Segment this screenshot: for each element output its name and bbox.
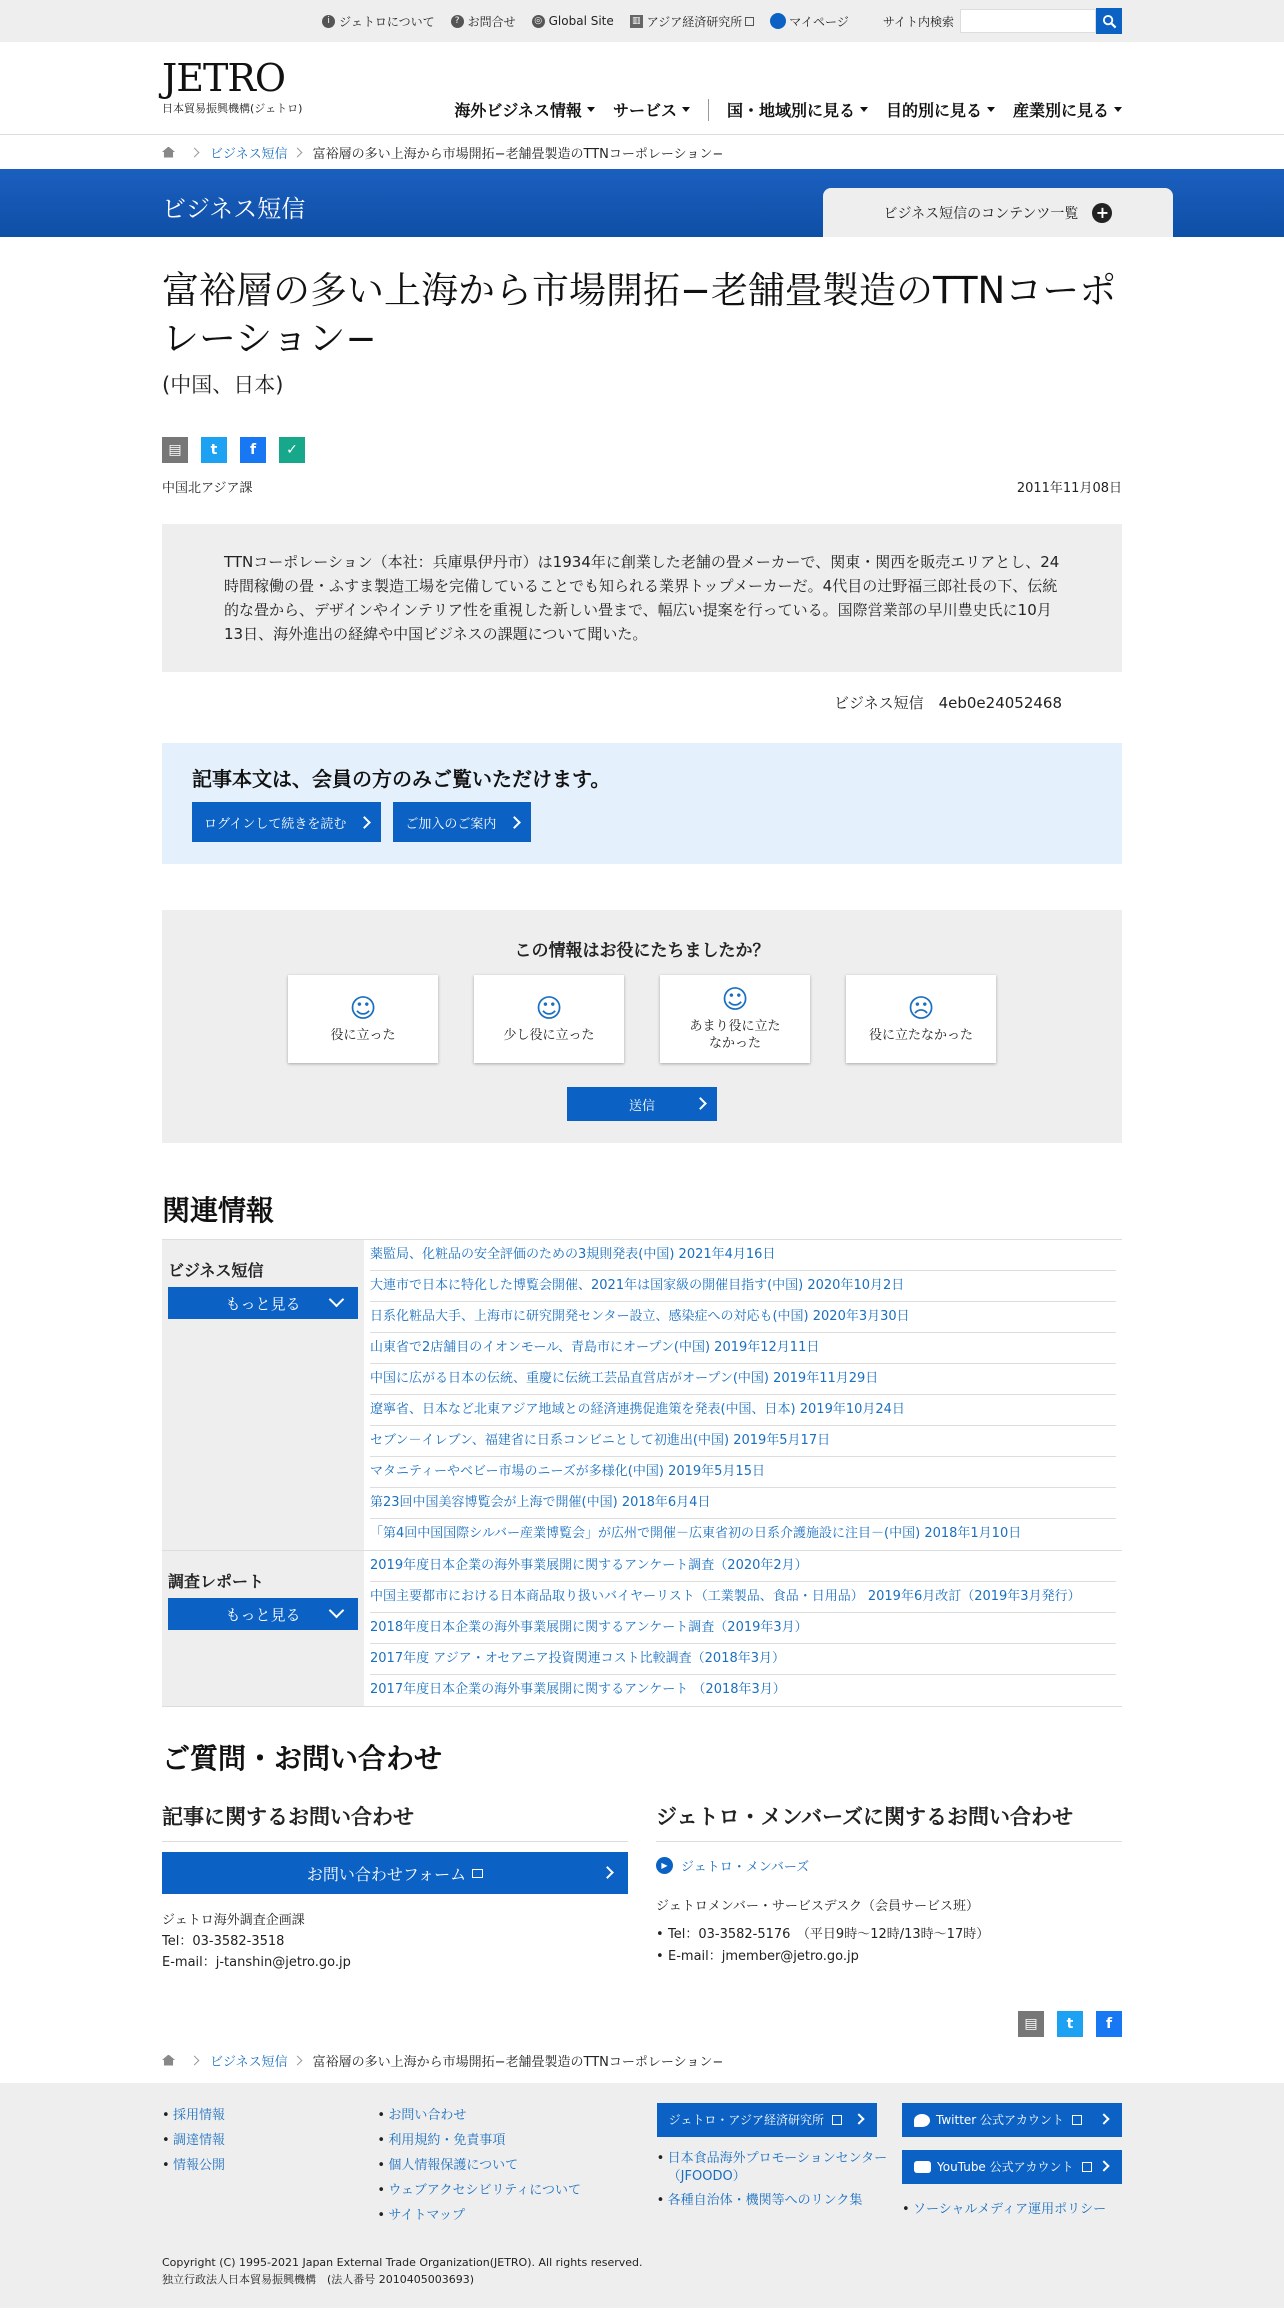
ide-btn-label: ジェトロ・アジア経済研究所 — [668, 2112, 824, 2127]
service-desk: ジェトロメンバー・サービスデスク（会員サービス班） — [656, 1899, 980, 1914]
article-date: 2011年11月08日 — [1016, 481, 1122, 496]
related-report-link[interactable]: 2017年度 アジア・オセアニア投資関連コスト比較調査（2018年3月） — [370, 1651, 786, 1666]
breadcrumb-section[interactable]: ビジネス短信 — [210, 2054, 288, 2070]
contact-link[interactable] — [451, 13, 516, 30]
feedback-option-somewhat[interactable] — [474, 975, 624, 1063]
feedback-option-label: 役に立った — [330, 1027, 396, 1043]
list-item — [370, 1426, 1116, 1457]
external-link-icon — [745, 17, 754, 26]
facebook-icon[interactable]: f — [240, 437, 266, 463]
youtube-icon — [914, 2161, 931, 2173]
print-icon[interactable]: ▤ — [1018, 2011, 1044, 2037]
contact-email: E-mail：j-tanshin@jetro.go.jp — [162, 1955, 351, 1970]
chevron-right-icon — [853, 2113, 864, 2124]
contact-tel: Tel：03-3582-3518 — [162, 1934, 285, 1949]
search-label: サイト内検索 — [882, 14, 954, 29]
chevron-right-icon — [1098, 2113, 1109, 2124]
logo-text: JETRO — [162, 56, 286, 100]
caret-down-icon — [587, 107, 595, 112]
mypage-label: マイページ — [789, 14, 849, 29]
contact-section — [162, 1801, 1122, 1973]
list-item — [370, 1364, 1116, 1395]
chevron-right-icon — [358, 816, 371, 829]
about-label: ジェトロについて — [339, 14, 435, 29]
breadcrumb — [162, 135, 1122, 169]
footer-link-accessibility[interactable]: ウェブアクセシビリティについて — [388, 2183, 581, 2198]
footer-link-careers[interactable]: 採用情報 — [173, 2108, 226, 2123]
footer-link-terms[interactable]: 利用規約・免責事項 — [388, 2133, 506, 2148]
list-item — [370, 1582, 1116, 1613]
article-title: 富裕層の多い上海から市場開拓−老舗畳製造のTTNコーポレーション− — [162, 269, 1117, 360]
footer-link-municipalities[interactable]: 各種自治体・機関等へのリンク集 — [667, 2193, 863, 2208]
nav-label: サービス — [612, 101, 677, 120]
search-input[interactable] — [960, 9, 1096, 33]
site-header — [0, 42, 1284, 135]
related-tanshin-link[interactable]: 大連市で日本に特化した博覧会開催、2021年は国家級の開催目指す(中国) 2020年10月2日 — [370, 1278, 905, 1293]
section-banner — [0, 169, 1284, 237]
info-icon: i — [322, 15, 335, 28]
breadcrumb-current: 富裕層の多い上海から市場開拓−老舗畳製造のTTNコーポレーション− — [312, 146, 724, 162]
globe-icon: ◎ — [532, 15, 545, 28]
contact-heading: ご質問・お問い合わせ — [162, 1742, 443, 1775]
external-link-icon — [1072, 2115, 1082, 2125]
footer-link-sitemap[interactable]: サイトマップ — [388, 2208, 465, 2223]
more-tanshin-button[interactable] — [168, 1287, 358, 1319]
members-tel: • Tel：03-3582-5176 （平日9時～12時/13時～17時） — [656, 1924, 1122, 1946]
feedback-box — [162, 910, 1122, 1143]
related-info — [162, 1239, 1122, 1707]
twitter-label: Twitter 公式アカウント — [936, 2112, 1064, 2127]
form-label: お問い合わせフォーム — [306, 1864, 467, 1884]
nav-label: 目的別に見る — [885, 101, 982, 120]
nav-overseas-business[interactable] — [454, 98, 595, 121]
banner-title: ビジネス短信 — [162, 195, 306, 223]
list-item — [370, 1644, 1116, 1675]
chevron-right-icon — [190, 2055, 200, 2065]
question-icon: ? — [451, 15, 464, 28]
article-contact-info — [162, 1910, 628, 1973]
related-tanshin-link[interactable]: 中国に広がる日本の伝統、重慶に伝統工芸品直営店がオープン(中国) 2019年11月29日 — [370, 1371, 879, 1386]
footer-link-contact[interactable]: お問い合わせ — [388, 2108, 467, 2123]
facebook-icon[interactable]: f — [1096, 2011, 1122, 2037]
ide-label: アジア経済研究所 — [646, 14, 743, 29]
building-icon: ▥ — [630, 15, 643, 28]
join-label: ご加入のご案内 — [405, 816, 497, 832]
member-only-title: 記事本文は、会員の方のみご覧いただけます。 — [192, 767, 611, 791]
person-icon — [770, 13, 786, 29]
list-item — [370, 1271, 1116, 1302]
utility-bar — [0, 0, 1284, 42]
copyright-text: Copyright (C) 1995-2021 Japan External Trade Organization(JETRO). All rights reserved. — [162, 2256, 643, 2269]
copyright — [162, 2254, 1122, 2288]
footer-link-privacy[interactable]: 個人情報保護について — [388, 2158, 519, 2173]
related-report-label: 調査レポート — [168, 1572, 265, 1591]
members-link[interactable] — [656, 1856, 1122, 1875]
list-item — [370, 1551, 1116, 1582]
external-link-icon — [1082, 2162, 1092, 2172]
footer-link-procurement[interactable]: 調達情報 — [173, 2133, 226, 2148]
list-item — [370, 1519, 1116, 1550]
ide-link[interactable] — [630, 13, 755, 30]
list-item — [370, 1333, 1116, 1364]
youtube-account-button[interactable] — [902, 2150, 1122, 2184]
feedback-option-helpful[interactable] — [288, 975, 438, 1063]
related-tanshin-link[interactable]: 「第4回中国国際シルバー産業博覧会」が広州で開催－広東省初の日系介護施設に注目－(中国) 2018年1月10日 — [370, 1526, 1022, 1541]
article-contact-heading: 記事に関するお問い合わせ — [162, 1801, 628, 1842]
more-label: もっと見る — [225, 1294, 301, 1313]
related-heading: 関連情報 — [162, 1194, 275, 1227]
nav-label: 海外ビジネス情報 — [454, 101, 582, 120]
related-report-block — [162, 1551, 1122, 1707]
related-report-link[interactable]: 2019年度日本企業の海外事業展開に関するアンケート調査（2020年2月） — [370, 1558, 808, 1573]
chevron-right-icon — [601, 1866, 614, 1879]
login-button[interactable] — [192, 802, 381, 842]
corporate-number: 独立行政法人日本貿易振興機構 (法人番号 2010405003693) — [162, 2273, 475, 2286]
login-label: ログインして続きを読む — [204, 816, 347, 832]
chevron-right-icon — [1098, 2160, 1109, 2171]
youtube-label: YouTube 公式アカウント — [937, 2159, 1074, 2174]
list-item — [370, 1675, 1116, 1706]
logo-subtext: 日本貿易振興機構(ジェトロ) — [162, 102, 303, 115]
related-report-link[interactable]: 2017年度日本企業の海外事業展開に関するアンケート （2018年3月） — [370, 1682, 786, 1697]
contact-form-button[interactable] — [162, 1852, 628, 1894]
mypage-link[interactable] — [770, 13, 849, 30]
related-report-link[interactable]: 2018年度日本企業の海外事業展開に関するアンケート調査（2019年3月） — [370, 1620, 808, 1635]
caret-down-icon — [1114, 107, 1122, 112]
members-link-label: ジェトロ・メンバーズ — [681, 1860, 810, 1875]
sad-face-icon: ☹ — [907, 993, 935, 1024]
feedback-send-button[interactable] — [567, 1087, 717, 1121]
footer-link-jfoodo[interactable]: 日本食品海外プロモーションセンター（JFOODO） — [667, 2151, 888, 2184]
contents-list-label: ビジネス短信のコンテンツ一覧 — [883, 205, 1079, 222]
chevron-right-icon — [292, 2055, 302, 2065]
external-link-icon — [832, 2115, 842, 2125]
home-icon[interactable] — [162, 2055, 175, 2066]
new-window-icon — [472, 1869, 483, 1878]
neutral-face-icon: ☺ — [721, 985, 749, 1015]
article-meta — [162, 477, 1122, 496]
related-tanshin-link[interactable]: 日系化粧品大手、上海市に研究開発センター設立、感染症への対応も(中国) 2020年3月30日 — [370, 1309, 910, 1324]
related-tanshin-link[interactable]: セブン－イレブン、福建省に日系コンビニとして初進出(中国) 2019年5月17日 — [370, 1433, 831, 1448]
global-nav — [454, 98, 1122, 121]
very-happy-face-icon: ☺ — [349, 993, 377, 1024]
member-only-box — [162, 743, 1122, 864]
feedback-option-label: 役に立たなかった — [868, 1027, 973, 1043]
chevron-right-icon — [509, 816, 522, 829]
chevron-down-icon — [329, 1603, 345, 1619]
contents-list-tab[interactable] — [823, 188, 1173, 237]
search-icon — [1102, 14, 1117, 29]
contact-dept: ジェトロ海外調査企画課 — [162, 1913, 305, 1928]
related-tanshin-block — [162, 1240, 1122, 1551]
play-circle-icon: ▶ — [656, 1857, 673, 1874]
article-country: (中国、日本) — [162, 373, 284, 397]
global-site-link[interactable] — [532, 14, 614, 28]
members-email: • E-mail：jmember@jetro.go.jp — [656, 1946, 1122, 1968]
related-tanshin-link[interactable]: 薬監局、化粧品の安全評価のための3規則発表(中国) 2021年4月16日 — [370, 1247, 776, 1262]
nav-divider — [708, 99, 709, 121]
related-tanshin-label: ビジネス短信 — [168, 1261, 264, 1280]
nav-by-purpose[interactable] — [886, 98, 995, 121]
twitter-bird-icon — [914, 2114, 930, 2127]
twitter-icon[interactable]: t — [201, 437, 227, 463]
footer-link-sns-policy[interactable]: ソーシャルメディア運用ポリシー — [913, 2202, 1107, 2217]
send-label: 送信 — [628, 1098, 655, 1114]
breadcrumb-section[interactable]: ビジネス短信 — [210, 146, 288, 162]
feedback-option-not-much[interactable] — [660, 975, 810, 1063]
chevron-right-icon — [292, 147, 302, 157]
contact-label: お問合せ — [467, 14, 516, 29]
list-item — [370, 1302, 1116, 1333]
list-item — [370, 1457, 1116, 1488]
join-button[interactable] — [393, 802, 531, 842]
article-lead: TTNコーポレーション（本社：兵庫県伊丹市）は1934年に創業した老舗の畳メーカーで、関東・関西を販売エリアとし、24時間稼働の畳・ふすま製造工場を完備していることでも知られる業界トップメーカーだ。4代目の辻野福三郎社長の下、伝統的な畳から、デザインやインテリア性を重視した新しい畳まで、幅広い提案を行っている。国際営業部の早川豊史氏に10月13日、海外進出の経緯や中国ビジネスの課題について聞いた。 — [162, 524, 1122, 672]
related-tanshin-link[interactable]: 第23回中国美容博覧会が上海で開催(中国) 2018年6月4日 — [370, 1495, 711, 1510]
article-id: ビジネス短信 4eb0e24052468 — [834, 694, 1062, 712]
search-button[interactable] — [1096, 8, 1122, 34]
home-icon[interactable] — [162, 147, 175, 158]
more-label: もっと見る — [225, 1605, 301, 1624]
chevron-right-icon — [190, 147, 200, 157]
more-report-button[interactable] — [168, 1598, 358, 1630]
happy-face-icon: ☺ — [535, 993, 563, 1024]
site-footer — [0, 2083, 1284, 2308]
share-bar — [162, 437, 1122, 463]
related-tanshin-list — [364, 1240, 1122, 1550]
related-tanshin-link[interactable]: 山東省で2店舗目のイオンモール、青島市にオープン(中国) 2019年12月11日 — [370, 1340, 820, 1355]
list-item — [370, 1240, 1116, 1271]
plus-icon: + — [1092, 203, 1112, 223]
chevron-down-icon — [329, 1292, 345, 1308]
nav-by-region[interactable] — [727, 98, 868, 121]
feedback-question: この情報はお役にたちましたか？ — [514, 941, 770, 961]
related-report-list — [364, 1551, 1122, 1706]
breadcrumb-current: 富裕層の多い上海から市場開拓−老舗畳製造のTTNコーポレーション− — [312, 2054, 724, 2070]
related-tanshin-link[interactable]: 遼寧省、日本など北東アジア地域との経済連携促進策を発表(中国、日本) 2019年10月24日 — [370, 1402, 905, 1417]
chevron-right-icon — [694, 1097, 707, 1110]
nav-services[interactable] — [613, 98, 690, 121]
related-tanshin-link[interactable]: マタニティーやベビー市場のニーズが多様化(中国) 2019年5月15日 — [370, 1464, 765, 1479]
print-icon[interactable]: ▤ — [162, 437, 188, 463]
footer-link-disclosure[interactable]: 情報公開 — [173, 2158, 226, 2173]
caret-down-icon — [860, 107, 868, 112]
list-item — [370, 1488, 1116, 1519]
footer-ide-button[interactable] — [657, 2103, 877, 2137]
global-label: Global Site — [548, 14, 614, 28]
twitter-account-button[interactable] — [902, 2103, 1122, 2137]
share-bar-bottom — [162, 2011, 1122, 2037]
jetro-logo[interactable] — [162, 58, 302, 116]
about-link[interactable] — [322, 13, 435, 30]
related-report-link[interactable]: 中国主要都市における日本商品取り扱いバイヤーリスト（工業製品、食品・日用品） 2019年6月改訂（2019年3月発行） — [370, 1589, 1081, 1604]
feedback-option-label: あまり役に立たなかった — [689, 1019, 781, 1051]
list-item — [370, 1613, 1116, 1644]
nav-label: 産業別に見る — [1012, 101, 1109, 120]
article-department: 中国北アジア課 — [162, 481, 253, 496]
caret-down-icon — [987, 107, 995, 112]
feedback-option-label: 少し役に立った — [503, 1027, 595, 1043]
breadcrumb-bottom — [162, 2043, 1122, 2077]
nav-label: 国・地域別に見る — [726, 101, 855, 120]
feedback-option-not-helpful[interactable] — [846, 975, 996, 1063]
nav-by-industry[interactable] — [1013, 98, 1122, 121]
members-contact-heading: ジェトロ・メンバーズに関するお問い合わせ — [656, 1801, 1122, 1842]
bookmark-icon[interactable]: ✓ — [279, 437, 305, 463]
caret-down-icon — [682, 107, 690, 112]
twitter-icon[interactable]: t — [1057, 2011, 1083, 2037]
list-item — [370, 1395, 1116, 1426]
